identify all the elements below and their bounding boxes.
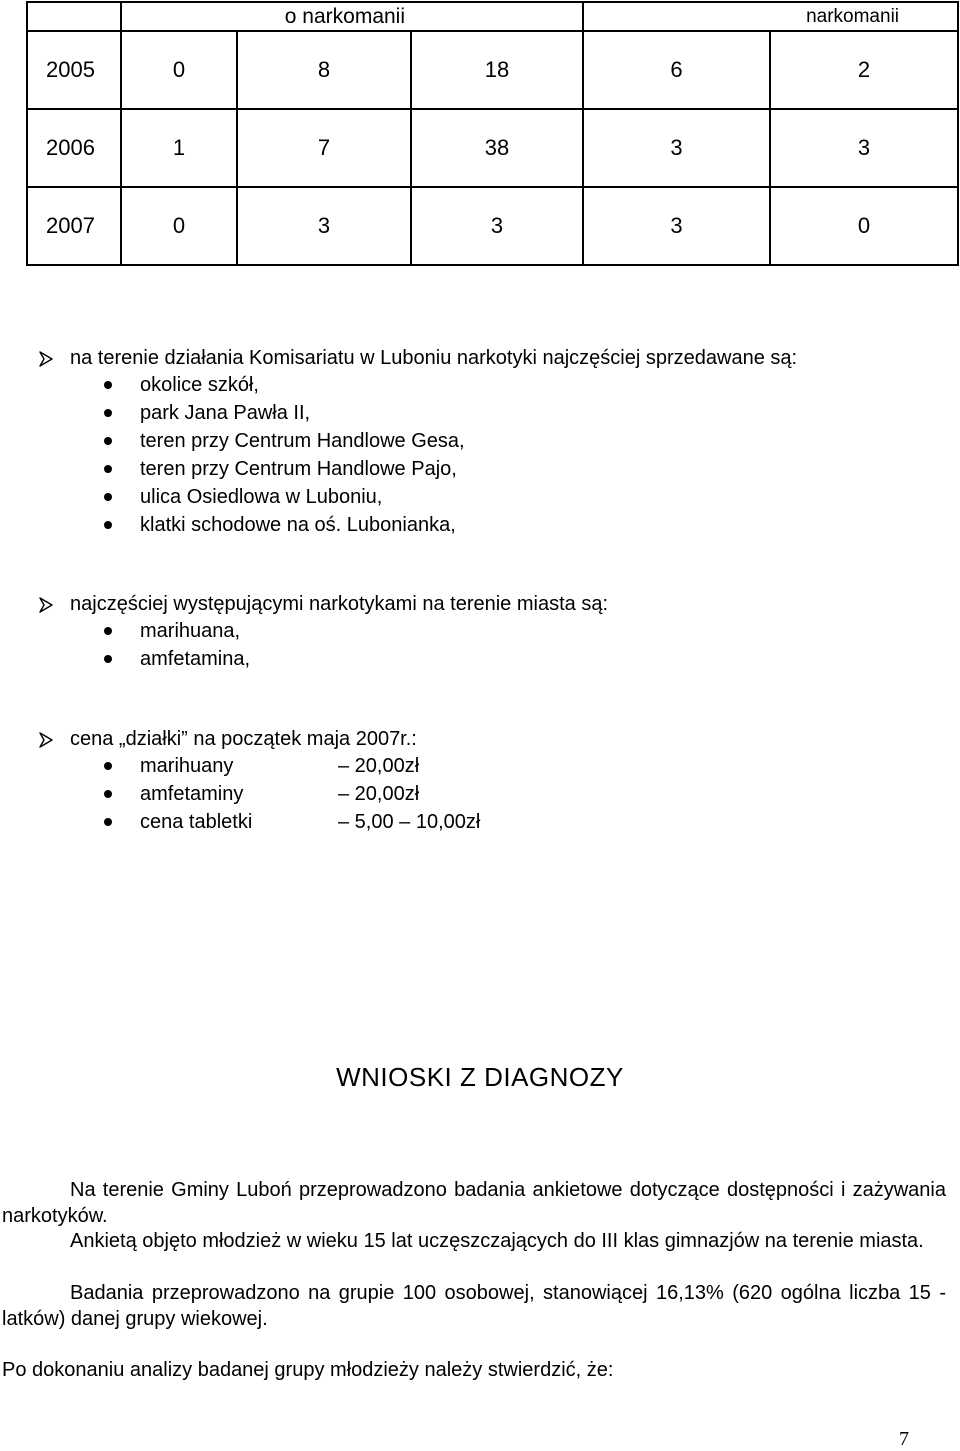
bullet-icon (104, 493, 112, 501)
bullet-icon (104, 437, 112, 445)
section-title: cena „działki” na początek maja 2007r.: (70, 728, 417, 750)
section-heading (0, 591, 960, 617)
table-header-cell (27, 2, 121, 31)
list-item (0, 427, 960, 455)
bullet-icon (104, 409, 112, 417)
table-header-row (27, 2, 958, 31)
table-row (27, 109, 958, 187)
section-title: na terenie działania Komisariatu w Luboniu narkotyki najczęściej sprzedawane są: (70, 347, 798, 369)
paragraph: Ankietą objęto młodzież w wieku 15 lat uczęszczających do III klas gimnazjów na terenie miasta. (70, 1230, 924, 1252)
bullet-icon (104, 465, 112, 473)
price-label: cena tabletki (140, 811, 253, 833)
price-value: – 5,00 – 10,00zł (338, 811, 481, 833)
table-cell: 38 (411, 109, 583, 187)
table-cell: 3 (583, 109, 770, 187)
paragraph: Badania przeprowadzono na grupie 100 osobowej, stanowiącej 16,13% (620 ogólna liczba 15 - latków) danej grupy wiekowej. (2, 1282, 946, 1330)
list-item (0, 617, 960, 645)
table-cell: 3 (411, 187, 583, 265)
price-value: – 20,00zł (338, 755, 420, 777)
list-item-text: ulica Osiedlowa w Luboniu, (140, 486, 383, 508)
table-header-cell: o narkomanii (121, 2, 411, 31)
conclusions-heading: WNIOSKI Z DIAGNOZY (336, 1062, 624, 1092)
table-cell: 0 (770, 187, 958, 265)
table-row (27, 31, 958, 109)
list-item (0, 511, 960, 539)
bullet-icon (104, 790, 112, 798)
table-cell: 2 (770, 31, 958, 109)
list-item (0, 399, 960, 427)
table-cell: 2007 (27, 187, 121, 265)
statistics-table (26, 1, 959, 266)
list-item-text: amfetamina, (140, 648, 251, 670)
table-cell: 0 (121, 31, 237, 109)
price-label: marihuany (140, 755, 234, 777)
list-item-text: teren przy Centrum Handlowe Gesa, (140, 430, 465, 452)
table-cell: 0 (121, 187, 237, 265)
table-cell: 18 (411, 31, 583, 109)
price-label: amfetaminy (140, 783, 244, 805)
section-heading (0, 345, 960, 371)
table-cell: 2005 (27, 31, 121, 109)
list-item-text: klatki schodowe na oś. Lubonianka, (140, 514, 456, 536)
table-cell: 8 (237, 31, 411, 109)
list-item-text: park Jana Pawła II, (140, 402, 311, 424)
bullet-icon (104, 627, 112, 635)
list-item-text: teren przy Centrum Handlowe Pajo, (140, 458, 457, 480)
table-cell: 3 (237, 187, 411, 265)
table-row (27, 187, 958, 265)
final-statement: Po dokonaniu analizy badanej grupy młodzieży należy stwierdzić, że: (2, 1359, 614, 1381)
list-item (0, 645, 960, 673)
arrow-bullet-icon (38, 597, 54, 613)
arrow-bullet-icon (38, 351, 54, 367)
sales-locations-section (0, 345, 960, 539)
bullet-icon (104, 762, 112, 770)
list-item (0, 483, 960, 511)
section-heading (0, 726, 960, 752)
table-header-cell: narkomanii (583, 2, 958, 31)
list-item-text: okolice szkół, (140, 374, 259, 396)
list-item (0, 371, 960, 399)
page-number: 7 (899, 1428, 909, 1450)
bullet-icon (104, 655, 112, 663)
table-cell: 1 (121, 109, 237, 187)
table-cell: 3 (770, 109, 958, 187)
list-item-text: marihuana, (140, 620, 241, 642)
price-item (0, 808, 960, 836)
table-cell: 2006 (27, 109, 121, 187)
bullet-icon (104, 381, 112, 389)
price-item (0, 752, 960, 780)
prices-section (0, 726, 960, 836)
section-title: najczęściej występującymi narkotykami na terenie miasta są: (70, 593, 608, 615)
price-item (0, 780, 960, 808)
table-cell: 3 (583, 187, 770, 265)
bullet-icon (104, 521, 112, 529)
common-drugs-section (0, 591, 960, 673)
table-header-cell (411, 2, 583, 31)
list-item (0, 455, 960, 483)
paragraph: Na terenie Gminy Luboń przeprowadzono badania ankietowe dotyczące dostępności i zażywania narkotyków. (2, 1179, 946, 1227)
arrow-bullet-icon (38, 732, 54, 748)
bullet-icon (104, 818, 112, 826)
table-cell: 6 (583, 31, 770, 109)
table-cell: 7 (237, 109, 411, 187)
price-value: – 20,00zł (338, 783, 420, 805)
